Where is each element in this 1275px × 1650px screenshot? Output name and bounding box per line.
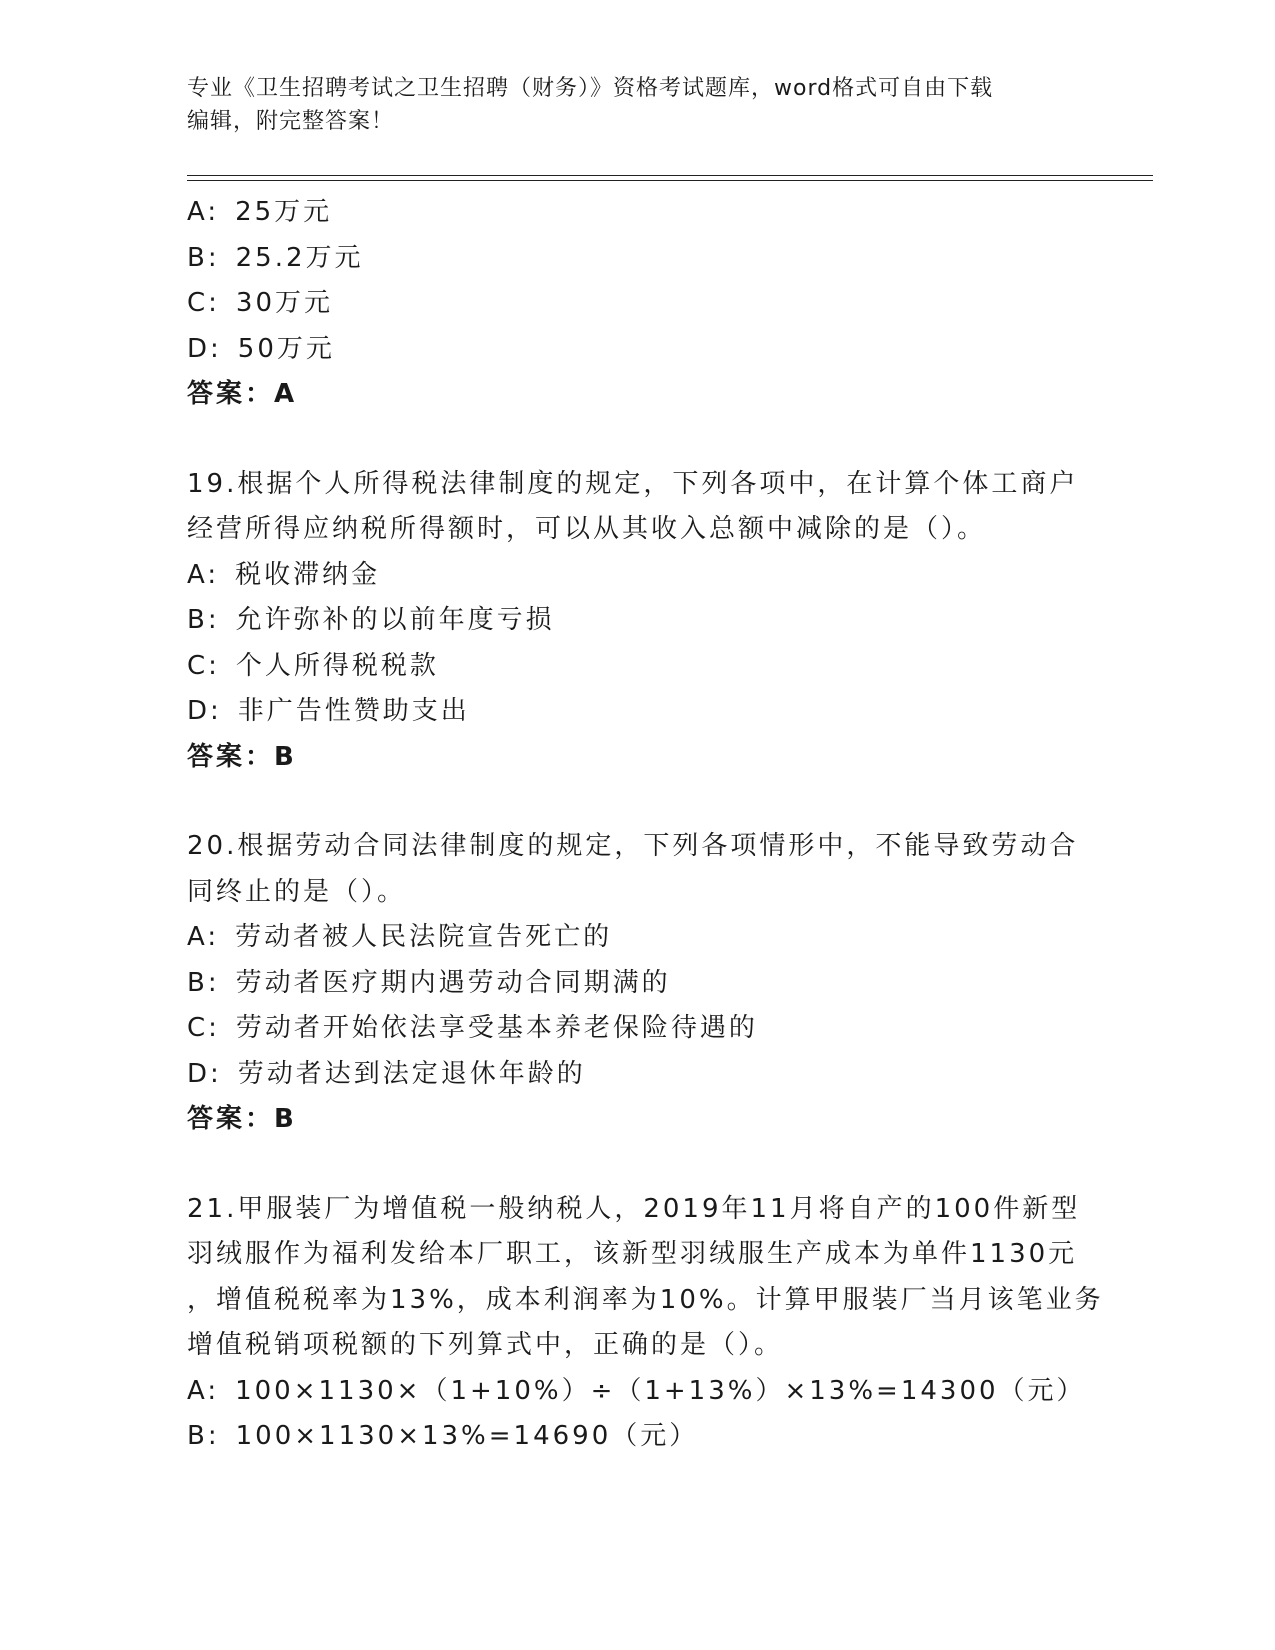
option-text: 劳动者被人民法院宣告死亡的 — [235, 922, 613, 952]
answer: 答案：B — [187, 741, 297, 772]
answer: 答案：B — [187, 1104, 297, 1134]
option-key: D: — [187, 333, 222, 364]
header-line-1: 专业《卫生招聘考试之卫生招聘（财务）》资格考试题库，word格式可自由下载 — [187, 76, 994, 101]
option-a — [187, 915, 1087, 961]
option-text: 劳动者达到法定退休年龄的 — [237, 1058, 586, 1089]
question-stem-line: 同终止的是（）。 — [187, 876, 407, 907]
option-b — [187, 1414, 1087, 1460]
header-divider-bottom — [187, 180, 1153, 181]
option-key: C: — [187, 288, 220, 318]
option-key: A: — [187, 559, 220, 590]
option-a — [187, 190, 1087, 236]
question-20 — [187, 824, 1087, 1143]
option-key: A: — [187, 922, 220, 952]
option-text: 允许弥补的以前年度亏损 — [235, 605, 555, 635]
question-stem-line: ，增值税税率为13%，成本利润率为10%。计算甲服装厂当月该笔业务 — [187, 1284, 1104, 1315]
option-text: 劳动者医疗期内遇劳动合同期满的 — [235, 967, 671, 998]
header-line-2: 编辑，附完整答案！ — [187, 109, 395, 134]
question-stem-line: 19.根据个人所得税法律制度的规定，下列各项中，在计算个体工商户 — [187, 468, 1079, 499]
option-text: 25万元 — [235, 197, 333, 227]
option-text: 30万元 — [235, 288, 334, 318]
question-stem-line: 21.甲服装厂为增值税一般纳税人，2019年11月将自产的100件新型 — [187, 1193, 1081, 1224]
option-key: B: — [187, 967, 220, 998]
page-header — [187, 72, 1087, 138]
option-text: 个人所得税税款 — [235, 650, 439, 681]
option-d — [187, 327, 1087, 373]
question-stem-line: 20.根据劳动合同法律制度的规定，下列各项情形中，不能导致劳动合 — [187, 831, 1079, 861]
option-key: B: — [187, 605, 220, 635]
header-divider-top — [187, 175, 1153, 176]
option-text: 25.2万元 — [235, 242, 364, 273]
option-key: B: — [187, 242, 220, 273]
option-key: D: — [187, 696, 222, 726]
option-key: D: — [187, 1058, 222, 1089]
option-text: 100×1130×（1+10%）÷（1+13%）×13%=14300（元） — [235, 1375, 1086, 1406]
question-stem-line: 羽绒服作为福利发给本厂职工，该新型羽绒服生产成本为单件1130元 — [187, 1239, 1078, 1269]
option-b — [187, 961, 1087, 1007]
option-b — [187, 236, 1087, 282]
option-key: A: — [187, 1375, 220, 1406]
spacer — [187, 780, 1087, 824]
option-text: 100×1130×13%=14690（元） — [235, 1421, 699, 1451]
option-d — [187, 689, 1087, 735]
question-18 — [187, 190, 1087, 418]
option-a — [187, 1369, 1087, 1415]
option-text: 劳动者开始依法享受基本养老保险待遇的 — [235, 1013, 758, 1043]
question-stem-line: 经营所得应纳税所得额时，可以从其收入总额中减除的是（）。 — [187, 514, 987, 544]
option-text: 税收滞纳金 — [235, 559, 381, 590]
option-text: 50万元 — [237, 333, 335, 364]
option-a — [187, 553, 1087, 599]
option-c — [187, 1006, 1087, 1052]
option-key: C: — [187, 1013, 220, 1043]
option-key: B: — [187, 1421, 220, 1451]
option-c — [187, 281, 1087, 327]
option-b — [187, 598, 1087, 644]
option-key: A: — [187, 197, 220, 227]
option-text: 非广告性赞助支出 — [237, 696, 470, 726]
option-c — [187, 644, 1087, 690]
option-d — [187, 1052, 1087, 1098]
spacer — [187, 1143, 1087, 1187]
question-19 — [187, 462, 1087, 781]
question-stem-line: 增值税销项税额的下列算式中，正确的是（）。 — [187, 1330, 784, 1360]
spacer — [187, 418, 1087, 462]
question-list — [187, 190, 1104, 1460]
question-21 — [187, 1187, 1104, 1460]
option-key: C: — [187, 650, 220, 681]
answer: 答案：A — [187, 379, 298, 409]
